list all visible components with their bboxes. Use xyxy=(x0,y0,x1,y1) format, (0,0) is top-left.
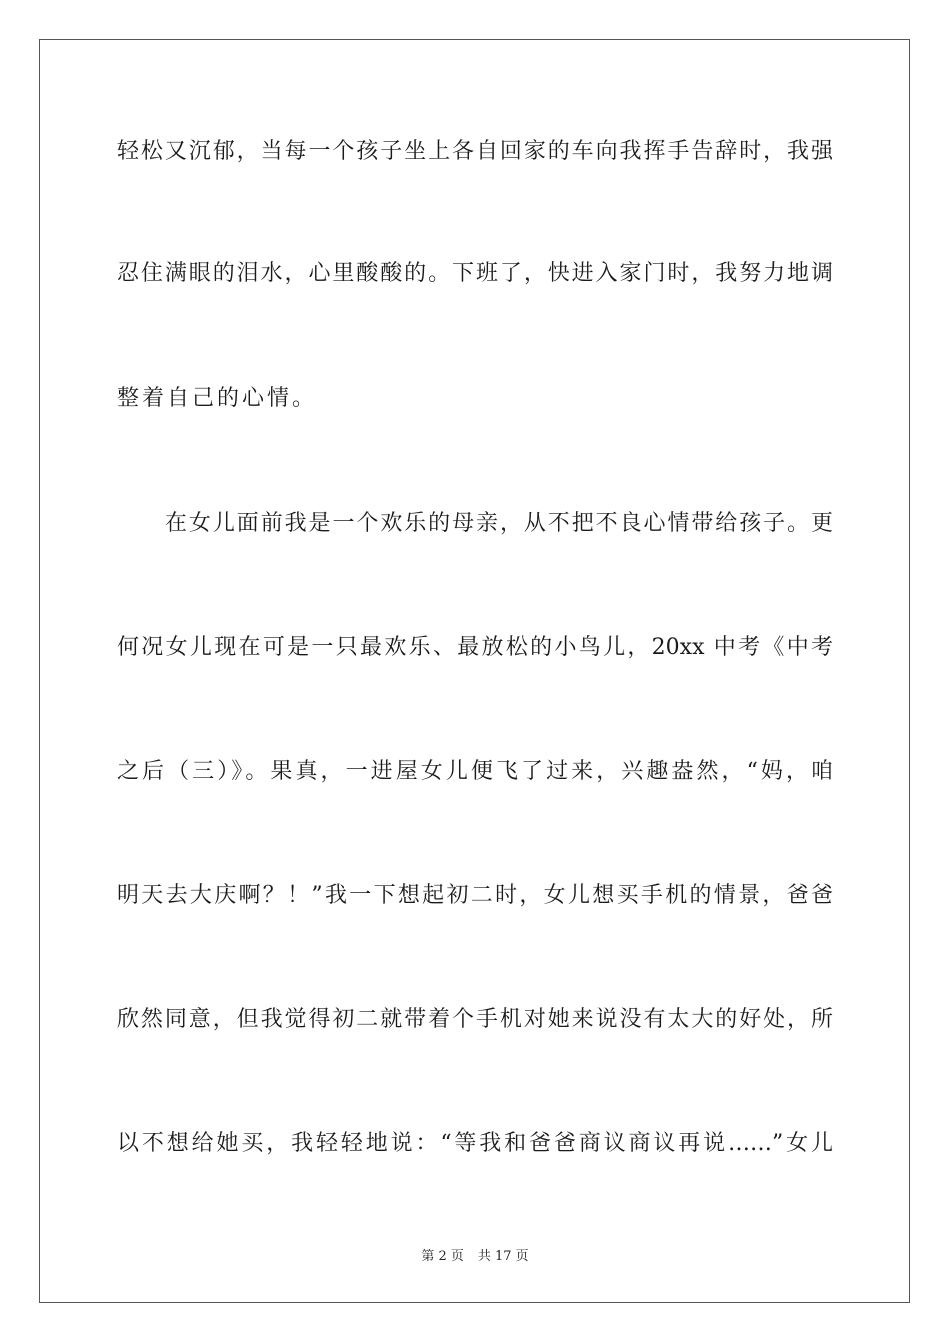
text-line-6: 之后（三）》。果真，一进屋女儿便飞了过来，兴趣盎然，“妈，咱 xyxy=(117,759,833,784)
page-border xyxy=(39,39,910,1303)
text-line-2: 忍住满眼的泪水，心里酸酸的。下班了，快进入家门时，我努力地调 xyxy=(117,261,833,286)
page-total: 共 17 页 xyxy=(477,1249,529,1264)
text-line-3: 整着自己的心情。 xyxy=(117,386,318,411)
text-line-5: 何况女儿现在可是一只最欢乐、最放松的小鸟儿，20xx 中考《中考 xyxy=(117,635,833,660)
text-line-4: 在女儿面前我是一个欢乐的母亲，从不把不良心情带给孩子。更 xyxy=(165,511,833,536)
page-footer xyxy=(0,1248,950,1266)
text-line-9: 以不想给她买，我轻轻地说：“等我和爸爸商议商议再说……”女儿 xyxy=(117,1131,833,1156)
text-line-1: 轻松又沉郁，当每一个孩子坐上各自回家的车向我挥手告辞时，我强 xyxy=(117,139,833,164)
page-number: 第 2 页 xyxy=(421,1249,464,1264)
text-line-8: 欣然同意，但我觉得初二就带着个手机对她来说没有太大的好处，所 xyxy=(117,1007,833,1032)
text-line-7: 明天去大庆啊？！”我一下想起初二时，女儿想买手机的情景，爸爸 xyxy=(117,883,833,908)
